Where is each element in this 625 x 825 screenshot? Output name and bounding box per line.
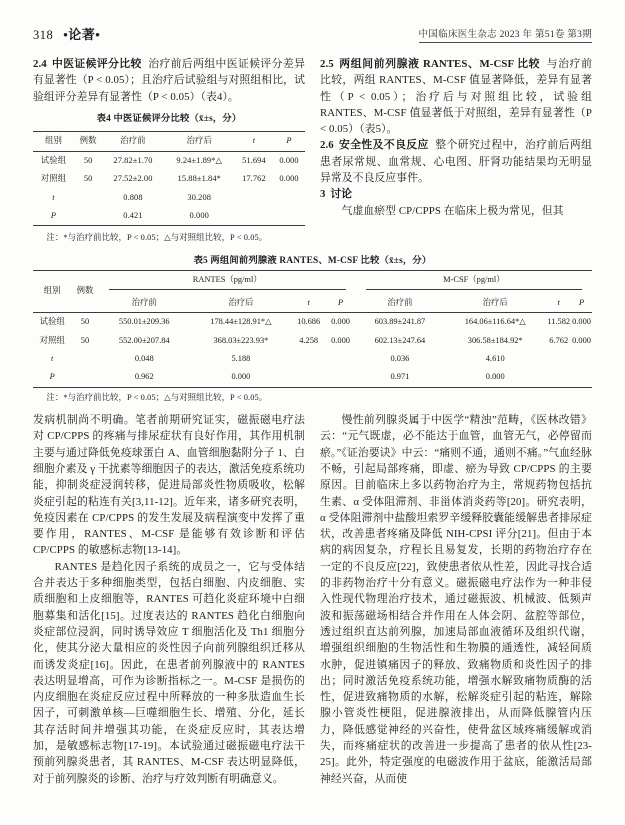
discussion-paragraph: RANTES 是趋化因子系统的成员之一，它与受体结合并表达于多种细胞类型，包括白细胞、内皮细胞、实质细胞和上皮细胞等，RANTES 可趋化炎症环境中白细胞募集和活化[15]。过度表达的 RANTES 趋化白细胞向炎症部位浸润，同时诱导效应 T 细胞活化及 Th1 细胞分化，使其分泌大量相应的炎性因子向前列腺组织迁移从而诱发炎症[16]。因此，在患者前列腺液中的 RANTES 表达明显增高，可作为诊断指标之一。M-CSF 是损伤的内皮细胞在炎症反应过程中所释放的一种多肽造血生长因子，可刺激单核—巨噬细胞生长、增殖、分化，延长其存活时间并增强其功能，在炎症反应时，其表达增加，是敏感标志物[17-19]。本试验通过磁振磁电疗法干预前列腺炎患者，其 RANTES、M-CSF 表达明显降低，对于前列腺炎的诊断、治疗与疗效判断有明确意义。 — [33, 560, 305, 785]
table-cell — [325, 350, 355, 368]
section-2-4 — [33, 56, 305, 105]
table-cell: 9.24±1.89*△ — [176, 155, 223, 165]
left-column-bottom — [33, 412, 305, 787]
table-row — [33, 331, 592, 349]
table-cell — [546, 350, 571, 368]
column-header: 例数 — [76, 286, 94, 296]
table-cell — [235, 207, 273, 226]
table-cell: 11.582 — [547, 317, 571, 327]
section-3-heading — [320, 186, 592, 202]
table-cell: 0.000 — [231, 372, 251, 382]
left-column-top — [33, 56, 305, 246]
table-cell: 178.44±128.91*△ — [210, 317, 272, 327]
column-header: 治疗前 — [387, 297, 413, 307]
journal-title: 中国临床医生杂志 2023 年 第51卷 第3期 — [419, 26, 592, 43]
column-header: 组别 — [43, 286, 61, 296]
section-number: 3 — [320, 188, 326, 201]
table-cell — [273, 188, 305, 206]
table-group-header-row — [33, 270, 592, 293]
table-cell: 27.82±1.70 — [113, 155, 153, 165]
table-cell: 17.762 — [242, 174, 266, 184]
table-cell — [74, 188, 102, 206]
table-subheader-row — [33, 294, 592, 313]
column-header: t — [252, 136, 256, 146]
table-cell: 0.971 — [390, 372, 410, 382]
section-2-6 — [320, 137, 592, 186]
table-row — [33, 350, 592, 368]
table-cell: 0.048 — [134, 354, 154, 364]
table4 — [33, 131, 305, 226]
bottom-columns — [33, 412, 592, 787]
section-number: 2.5 — [320, 58, 334, 70]
table-cell — [74, 207, 102, 226]
table-cell: 0.000 — [279, 174, 299, 184]
table-cell: 对照组 — [39, 335, 65, 345]
table-cell: 0.000 — [189, 210, 209, 220]
table-cell: 0.962 — [134, 372, 154, 382]
table-cell: 602.13±247.64 — [374, 335, 426, 345]
table-cell: P — [50, 210, 57, 220]
table-row — [33, 170, 305, 188]
top-columns — [33, 56, 592, 246]
table5 — [33, 270, 592, 388]
table-cell: 4.258 — [299, 335, 319, 345]
column-header: 治疗前 — [120, 136, 146, 146]
section-body: 与治疗前比较，两组 RANTES、M-CSF 值显著降低，差异有显著性（P < 0.05）；治疗后与对照组比较，试验组 RANTES、M-CSF 值显著低于对照组，差异有显著性（P < 0.05）（表5）。 — [320, 58, 592, 136]
column-header: t — [557, 297, 560, 307]
table-cell — [325, 368, 355, 387]
column-header: 组别 — [45, 136, 62, 146]
page-number: 318 — [33, 28, 54, 42]
column-header: 治疗后 — [228, 297, 254, 307]
column-header: 治疗后 — [186, 136, 212, 146]
table-row — [33, 207, 305, 226]
table-cell: 0.808 — [123, 192, 143, 202]
table5-caption: 表5 两组间前列腺液 RANTES、M-CSF 比较（x̄±s，分） — [193, 255, 432, 266]
discussion-paragraph: 慢性前列腺炎属于中医学“精浊”范畴，《医林改错》云：“元气既虚，必不能达于血管，血管无气，必停留而瘀。”《证治要诀》中云：“痛则不通，通则不痛。”气血经脉不畅，引起局部疼痛，即虚、瘀为导致 CP/CPPS 的主要原因。目前临床上多以药物治疗为主，常规药物包括抗生素、α 受体阻滞剂、非甾体消炎药等[20]。研究表明，α 受体阻滞剂中盐酸坦索罗辛缓释胶囊能缓解患者排尿症状，改善患者疼痛及降低 NIH-CPSI 评分[21]。但由于本病的病因复杂，疗程长且易复发，长期的药物治疗存在一定的不良反应[22]，致使患者依从性差，因此寻找合适的非药物治疗十分有意义。磁振磁电疗法作为一种非侵入性现代物理治疗技术，通过磁振波、机械波、低频声波和振荡磁场相结合并作用在人体会阴、盆腔等部位，透过组织直达前列腺，加速局部血液循环及组织代谢，增强组织细胞的生物活性和生物膜的通透性，减轻间质水肿，促进镇痛因子的释放、致痛物质和炎性因子的排出；同时激活免疫系统功能，增强水解致痛物质酶的活性，促进致痛物质的水解，松解炎症引起的粘连，解除腺小管炎性梗阻，促进腺液排出，从而降低腺管内压力，降低感觉神经的兴奋性，使骨盆区域疼痛缓解或消失，而疼痛症状的改善进一步提高了患者的依从性[23-25]。此外，特定强度的电磁波作用于盆底，能激活局部神经兴奋，从而使 — [320, 414, 592, 785]
table-cell: P — [49, 372, 55, 382]
table-row — [33, 368, 592, 387]
section-number: 2.4 — [33, 58, 47, 70]
table-cell: 368.03±223.93* — [213, 335, 269, 345]
table-cell: 0.000 — [572, 317, 591, 327]
column-header: P — [337, 297, 344, 307]
table-cell — [71, 350, 98, 368]
table-cell: 0.000 — [279, 155, 299, 165]
table-cell: 550.01±209.36 — [118, 317, 170, 327]
column-header: 治疗后 — [482, 297, 508, 307]
table-cell — [571, 368, 592, 387]
section-2-5 — [320, 56, 592, 137]
table5-block — [33, 252, 592, 403]
table-cell: 6.762 — [549, 335, 569, 345]
table-cell: 603.89±241.87 — [374, 317, 426, 327]
right-column-top — [320, 56, 592, 246]
section-body: 整个研究过程中，治疗前后两组患者尿常规、血常规、心电图、肝肾功能结果均无明显异常及不良反应事件。 — [320, 139, 592, 185]
table-cell: 50 — [83, 174, 93, 184]
table-cell: 51.694 — [242, 155, 266, 165]
table-row — [33, 313, 592, 332]
table-cell: 4.610 — [485, 354, 505, 364]
table-header-row — [33, 132, 305, 151]
table-cell: 27.52±2.00 — [113, 174, 153, 184]
column-header: 例数 — [79, 136, 97, 146]
table-cell — [571, 350, 592, 368]
section-number: 2.6 — [320, 139, 334, 152]
table-cell — [71, 368, 98, 387]
table-row — [33, 188, 305, 206]
section-title: 两组间前列腺液 RANTES、M-CSF 比较 — [338, 58, 541, 70]
section-title: 中医证候评分比较 — [51, 58, 142, 70]
table4-caption: 表4 中医证候评分比较（x̄±s，分） — [96, 113, 242, 124]
page-header — [33, 24, 592, 43]
table-cell — [292, 368, 325, 387]
table-cell: 5.188 — [231, 354, 251, 364]
column-header: 治疗前 — [131, 297, 157, 307]
table4-note: 注：*与治疗前比较，P < 0.05；△与对照组比较，P < 0.05。 — [46, 232, 268, 242]
table-cell: 对照组 — [40, 174, 67, 184]
table-cell: 试验组 — [39, 317, 65, 327]
column-header: P — [286, 136, 292, 146]
table-cell: 10.686 — [297, 317, 321, 327]
table-cell: 0.000 — [485, 372, 505, 382]
table-cell: 164.06±116.64*△ — [464, 317, 526, 327]
column-header: P — [578, 297, 585, 307]
column-header: t — [307, 297, 310, 307]
column-group-header: M-CSF（pg/ml） — [356, 270, 592, 293]
column-group-header: RANTES（pg/ml） — [99, 270, 356, 293]
table-cell: 552.00±207.84 — [118, 335, 170, 345]
table-cell — [235, 188, 273, 206]
table-cell: 30.208 — [187, 192, 212, 202]
table-cell: 0.000 — [331, 317, 350, 327]
section-title: 安全性及不良反应 — [338, 139, 429, 152]
table-cell: t — [50, 354, 54, 364]
table5-note: 注：*与治疗前比较，P < 0.05；△与对照组比较，P < 0.05。 — [46, 393, 268, 403]
table-cell — [546, 368, 571, 387]
table-cell — [292, 350, 325, 368]
table-cell: 0.000 — [331, 335, 350, 345]
table-cell: 0.000 — [572, 335, 591, 345]
running-head-left — [33, 24, 100, 43]
table-cell: 50 — [83, 155, 93, 165]
section-body: 治疗前后两组中医证候评分差异有显著性（P < 0.05）；且治疗后试验组与对照组相比，试验组评分差异有显著性（P < 0.05）（表4）。 — [33, 58, 305, 103]
discussion-first-line: 气虚血瘀型 CP/CPPS 在临床上极为常见，但其 — [341, 204, 564, 217]
table-cell: 0.036 — [390, 354, 410, 364]
table-cell: 50 — [80, 335, 90, 345]
table-cell: 50 — [80, 317, 90, 327]
table-cell: 试验组 — [40, 155, 67, 165]
section-title: 讨论 — [330, 188, 353, 201]
table-row — [33, 151, 305, 170]
table-cell — [273, 207, 305, 226]
table-cell: 0.421 — [123, 210, 143, 220]
right-column-bottom — [320, 412, 592, 787]
article-type-label: •论著• — [63, 27, 101, 42]
table-cell: t — [52, 192, 55, 202]
discussion-paragraph: 发病机制尚不明确。笔者前期研究证实，磁振磁电疗法对 CP/CPPS 的疼痛与排尿症状有良好作用，其作用机制主要与通过降低免疫球蛋白 A、血管细胞黏附分子 1、白细胞介素及 γ 干扰素等细胞因子的表达，激活免疫系统功能，抑制炎症浸润转移，促进局部炎性物质吸收，松解炎症引起的粘连有关[3,11-12]。近年来，诸多研究表明，免疫因素在 CP/CPPS 的发生发展及病程演变中发挥了重要作用，RANTES、M-CSF 是能够有效诊断和评估 CP/CPPS 的敏感标志物[13-14]。 — [33, 414, 305, 557]
table-cell: 15.88±1.84* — [177, 174, 221, 184]
table-cell: 306.58±184.92* — [467, 335, 523, 345]
